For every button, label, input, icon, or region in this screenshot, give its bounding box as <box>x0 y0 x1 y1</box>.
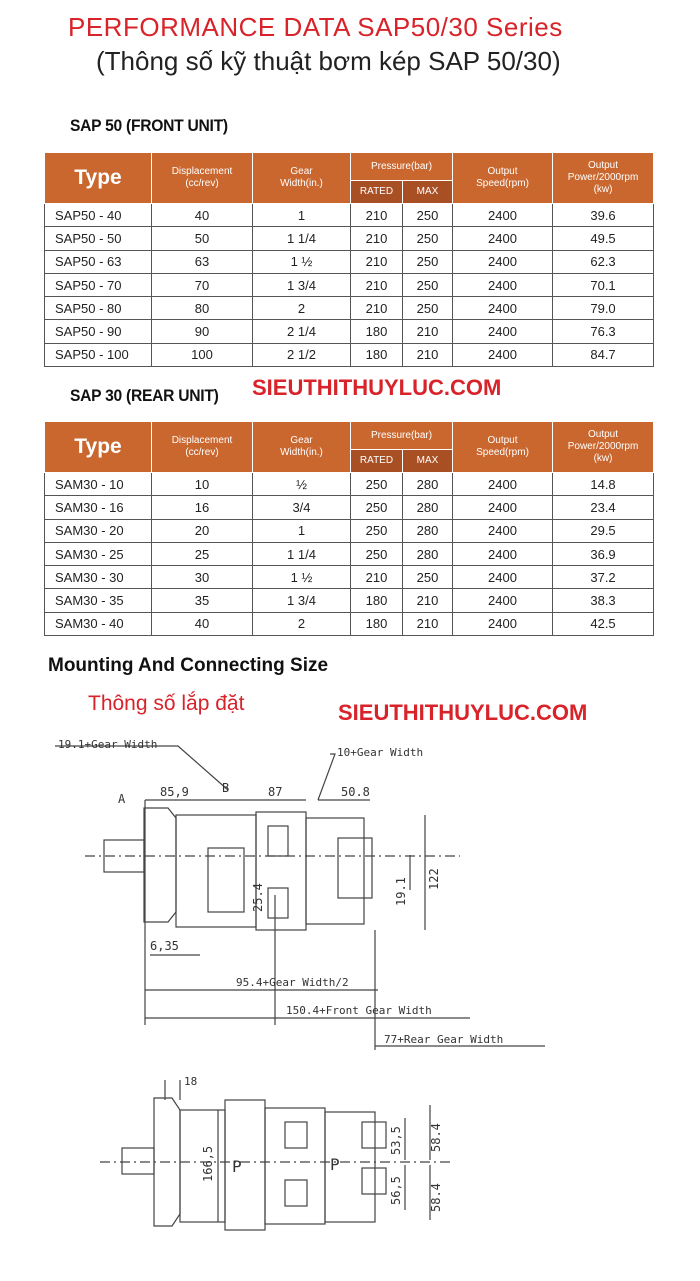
drive-shaft-top <box>122 1148 154 1174</box>
table-cell: SAP50 - 40 <box>45 204 152 227</box>
rear-port-top-a <box>362 1122 386 1148</box>
mounting-title: Mounting And Connecting Size <box>48 655 329 676</box>
dim-150-4: 150.4+Front Gear Width <box>286 1004 432 1017</box>
table-cell: 2400 <box>453 589 553 612</box>
table-cell: 2 <box>253 612 351 635</box>
table-cell: 250 <box>351 496 403 519</box>
table-cell: 210 <box>403 320 453 343</box>
table-cell: 35 <box>152 589 253 612</box>
table-cell: 79.0 <box>553 297 654 320</box>
table-cell: 210 <box>351 297 403 320</box>
rated-header: RATED <box>351 181 403 204</box>
table-cell: 2 <box>253 297 351 320</box>
table-cell: 280 <box>403 542 453 565</box>
table-cell: SAM30 - 10 <box>45 473 152 496</box>
table-cell: 250 <box>351 542 403 565</box>
table-cell: 25 <box>152 542 253 565</box>
sap30-section-title: SAP 30 (REAR UNIT) <box>70 386 219 405</box>
output-speed-header: Output Speed(rpm) <box>453 153 553 204</box>
table-cell: 30 <box>152 566 253 589</box>
watermark-text: SIEUTHITHUYLUC.COM <box>338 700 588 725</box>
table-cell: 2400 <box>453 566 553 589</box>
table-cell: 80 <box>152 297 253 320</box>
table-cell: 210 <box>351 566 403 589</box>
table-cell: 2400 <box>453 473 553 496</box>
rated-header: RATED <box>351 450 403 473</box>
table-cell: 63 <box>152 250 253 273</box>
center-boss-top-b <box>285 1180 307 1206</box>
table-cell: 16 <box>152 496 253 519</box>
mounting-flange <box>144 808 176 922</box>
output-power-header: Output Power/2000rpm (kw) <box>553 153 654 204</box>
table-cell: 90 <box>152 320 253 343</box>
max-header: MAX <box>403 181 453 204</box>
table-cell: 2400 <box>453 519 553 542</box>
table-cell: 49.5 <box>553 227 654 250</box>
mounting-subtitle: Thông số lắp đặt <box>88 692 245 715</box>
pressure-header: Pressure(bar) <box>351 153 453 181</box>
type-header: Type <box>45 422 152 473</box>
table-cell: 180 <box>351 612 403 635</box>
dim-58-4-top: 58.4 <box>429 1123 443 1152</box>
table-cell: SAM30 - 25 <box>45 542 152 565</box>
gear-width-header: Gear Width(in.) <box>253 422 351 473</box>
output-speed-header: Output Speed(rpm) <box>453 422 553 473</box>
dim-87: 87 <box>268 785 283 799</box>
front-body-top-b <box>225 1100 265 1230</box>
table-cell: 40 <box>152 612 253 635</box>
gear-width-header: Gear Width(in.) <box>253 153 351 204</box>
table-cell: ½ <box>253 473 351 496</box>
center-boss-bottom <box>268 888 288 918</box>
table-cell: 210 <box>351 250 403 273</box>
page-title: PERFORMANCE DATA SAP50/30 Series <box>68 12 563 42</box>
dim-58-4-bottom: 58.4 <box>429 1183 443 1212</box>
table-cell: 2 1/2 <box>253 343 351 366</box>
table-cell: 210 <box>403 612 453 635</box>
table-cell: 2400 <box>453 612 553 635</box>
table-cell: 1 ½ <box>253 250 351 273</box>
table-cell: 250 <box>403 566 453 589</box>
dim-77: 77+Rear Gear Width <box>384 1033 504 1046</box>
table-cell: 37.2 <box>553 566 654 589</box>
table-cell: 84.7 <box>553 343 654 366</box>
table-cell: SAM30 - 20 <box>45 519 152 542</box>
table-cell: 180 <box>351 320 403 343</box>
table-cell: 250 <box>403 273 453 296</box>
table-cell: 2400 <box>453 496 553 519</box>
leader-rear-offset <box>318 754 335 800</box>
table-cell: 23.4 <box>553 496 654 519</box>
table-cell: 39.6 <box>553 204 654 227</box>
displacement-header: Displacement (cc/rev) <box>152 153 253 204</box>
rear-port-top-b <box>362 1168 386 1194</box>
table-cell: 29.5 <box>553 519 654 542</box>
table-cell: 1 1/4 <box>253 542 351 565</box>
output-power-header: Output Power/2000rpm (kw) <box>553 422 654 473</box>
table-cell: SAM30 - 30 <box>45 566 152 589</box>
table-cell: SAM30 - 35 <box>45 589 152 612</box>
sap50-section-title: SAP 50 (FRONT UNIT) <box>70 116 228 135</box>
table-cell: 70 <box>152 273 253 296</box>
table-cell: SAP50 - 90 <box>45 320 152 343</box>
dim-85-9: 85,9 <box>160 785 189 799</box>
table-cell: 40 <box>152 204 253 227</box>
table-cell: SAP50 - 50 <box>45 227 152 250</box>
rear-pump-body <box>306 818 364 924</box>
table-cell: 250 <box>403 204 453 227</box>
table-cell: 20 <box>152 519 253 542</box>
dim-25-4: 25.4 <box>251 883 265 912</box>
table-cell: 2400 <box>453 204 553 227</box>
front-port-block <box>208 848 244 912</box>
table-cell: 280 <box>403 496 453 519</box>
table-cell: 280 <box>403 473 453 496</box>
dim-166-5: 166,5 <box>201 1145 215 1182</box>
pressure-header: Pressure(bar) <box>351 422 453 450</box>
dim-95-4: 95.4+Gear Width/2 <box>236 976 349 989</box>
table-cell: 3/4 <box>253 496 351 519</box>
dim-56-5: 56,5 <box>389 1176 403 1205</box>
type-header: Type <box>45 153 152 204</box>
table-cell: 210 <box>351 227 403 250</box>
dim-label-b: B <box>222 781 230 795</box>
table-cell: 2400 <box>453 297 553 320</box>
center-boss-top <box>268 826 288 856</box>
table-cell: 210 <box>403 589 453 612</box>
rear-port-block <box>338 838 372 898</box>
table-cell: 1 1/4 <box>253 227 351 250</box>
table-cell: SAM30 - 16 <box>45 496 152 519</box>
table-cell: 62.3 <box>553 250 654 273</box>
table-cell: 42.5 <box>553 612 654 635</box>
table-cell: SAP50 - 63 <box>45 250 152 273</box>
table-cell: 250 <box>403 297 453 320</box>
leader-front-offset <box>55 746 228 790</box>
table-cell: 10 <box>152 473 253 496</box>
table-cell: 2 1/4 <box>253 320 351 343</box>
table-cell: 250 <box>403 227 453 250</box>
table-cell: 2400 <box>453 343 553 366</box>
dim-53-5: 53,5 <box>389 1126 403 1155</box>
table-cell: 2400 <box>453 273 553 296</box>
table-cell: 38.3 <box>553 589 654 612</box>
dim-18: 18 <box>184 1075 198 1088</box>
table-cell: 36.9 <box>553 542 654 565</box>
dim-6-35: 6,35 <box>150 939 179 953</box>
port-p-rear: P <box>330 1155 340 1174</box>
table-cell: 2400 <box>453 542 553 565</box>
table-cell: 2400 <box>453 250 553 273</box>
table-cell: 210 <box>403 343 453 366</box>
table-cell: 210 <box>351 273 403 296</box>
table-cell: 180 <box>351 343 403 366</box>
dim-19-1: 19.1 <box>394 877 408 906</box>
table-cell: 1 3/4 <box>253 273 351 296</box>
dim-122: 122 <box>427 868 441 890</box>
dim-rear-offset: 10+Gear Width <box>337 746 424 759</box>
table-cell: 50 <box>152 227 253 250</box>
table-cell: 1 <box>253 519 351 542</box>
port-p-front: P <box>232 1157 242 1176</box>
table-cell: 210 <box>351 204 403 227</box>
table-cell: 180 <box>351 589 403 612</box>
table-cell: 250 <box>351 473 403 496</box>
table-cell: SAP50 - 100 <box>45 343 152 366</box>
displacement-header: Displacement (cc/rev) <box>152 422 253 473</box>
table-cell: 250 <box>351 519 403 542</box>
table-cell: 70.1 <box>553 273 654 296</box>
table-cell: 76.3 <box>553 320 654 343</box>
table-cell: 1 <box>253 204 351 227</box>
watermark-text: SIEUTHITHUYLUC.COM <box>252 375 502 400</box>
table-cell: 2400 <box>453 227 553 250</box>
table-cell: 100 <box>152 343 253 366</box>
table-cell: 2400 <box>453 320 553 343</box>
table-cell: SAM30 - 40 <box>45 612 152 635</box>
table-cell: SAP50 - 70 <box>45 273 152 296</box>
center-boss-top-a <box>285 1122 307 1148</box>
max-header: MAX <box>403 450 453 473</box>
table-cell: 250 <box>403 250 453 273</box>
table-cell: 14.8 <box>553 473 654 496</box>
table-cell: 1 3/4 <box>253 589 351 612</box>
page-subtitle: (Thông số kỹ thuật bơm kép SAP 50/30) <box>96 46 561 76</box>
dim-label-a: A <box>118 792 126 806</box>
dim-front-offset: 19.1+Gear Width <box>58 738 158 751</box>
table-cell: SAP50 - 80 <box>45 297 152 320</box>
dim-50-8: 50.8 <box>341 785 370 799</box>
table-cell: 280 <box>403 519 453 542</box>
table-cell: 1 ½ <box>253 566 351 589</box>
